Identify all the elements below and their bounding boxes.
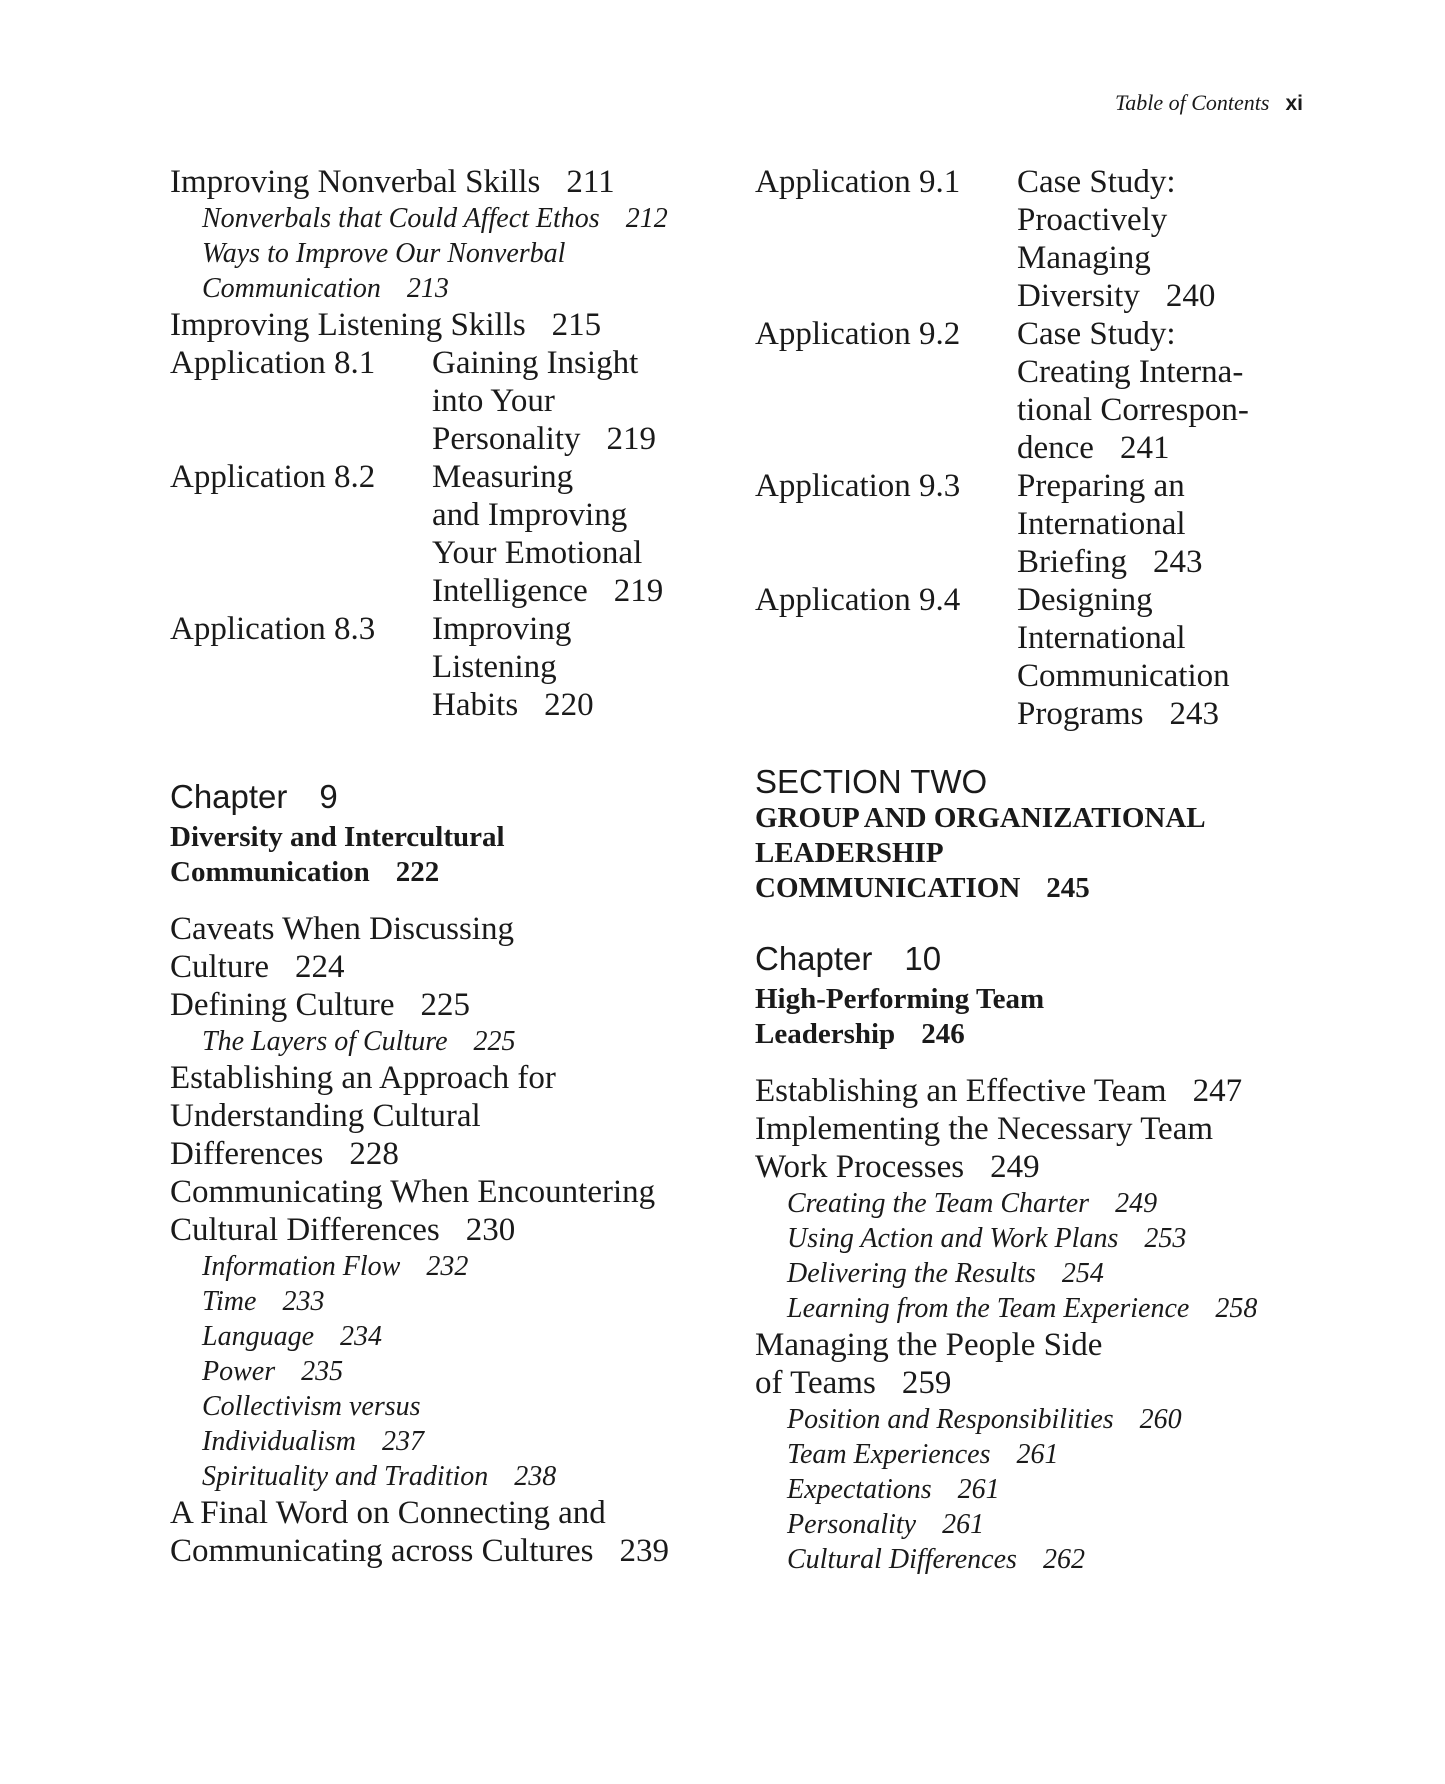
entry-text: Case Study: (1017, 316, 1176, 352)
page-ref: 243 (1169, 696, 1219, 732)
toc-subentry (755, 1472, 1325, 1507)
page-ref: 225 (473, 1026, 516, 1057)
section-two-heading (755, 763, 1325, 906)
left-column (170, 163, 730, 1570)
toc-subentry (755, 1402, 1325, 1437)
entry-text: Cultural Differences (787, 1544, 1017, 1575)
page-ref: 254 (1061, 1258, 1104, 1289)
toc-entry (170, 1059, 730, 1173)
entry-text: Intelligence (432, 573, 588, 609)
page-ref: 228 (349, 1136, 399, 1172)
page-ref: 240 (1165, 278, 1216, 314)
entry-text: Learning from the Team Experience (787, 1293, 1190, 1324)
application-title (1017, 467, 1325, 581)
entry-text: Expectations (787, 1474, 932, 1505)
application-label: Application 8.1 (170, 345, 376, 381)
application-title (1017, 315, 1325, 467)
toc-entry (170, 1494, 730, 1570)
application-entry (170, 610, 730, 724)
entry-text: Preparing an (1017, 468, 1185, 504)
application-title (1017, 581, 1325, 733)
entry-text: Work Processes (755, 1149, 965, 1185)
entry-text: Personality (432, 421, 581, 457)
page-ref: 238 (514, 1461, 557, 1492)
application-title (1017, 163, 1325, 315)
toc-subentry (755, 1437, 1325, 1472)
right-column (755, 163, 1325, 1577)
page-ref: 219 (606, 421, 656, 457)
chapter-title-line: Communication (170, 856, 370, 888)
entry-text: Personality (787, 1509, 917, 1540)
entry-text: Ways to Improve Our Nonverbal (202, 238, 566, 269)
page-ref: 215 (551, 307, 602, 343)
page-ref: 232 (426, 1251, 469, 1282)
entry-text: Your Emotional (432, 535, 643, 571)
page-ref: 253 (1144, 1223, 1187, 1254)
toc-entry (755, 1110, 1325, 1186)
page-ref: 262 (1042, 1544, 1085, 1575)
toc-subentry (170, 1354, 730, 1389)
entry-text: Communication (1017, 658, 1230, 694)
chapter-title-line: Leadership (755, 1018, 896, 1050)
entry-text: Culture (170, 949, 269, 985)
page-ref: 261 (942, 1509, 985, 1540)
page-ref: 249 (990, 1149, 1040, 1185)
toc-subentry (170, 1459, 730, 1494)
entry-text: Improving Listening Skills (170, 307, 526, 343)
page-ref: 211 (566, 164, 615, 200)
application-label: Application 9.1 (755, 164, 961, 200)
entry-text: into Your (432, 383, 555, 419)
chapter-number: 9 (319, 778, 338, 815)
chapter-label (170, 778, 730, 816)
entry-text: Establishing an Effective Team (755, 1073, 1167, 1109)
page-ref: 219 (613, 573, 664, 609)
page-ref: 237 (382, 1426, 424, 1457)
toc-subentry (170, 1389, 730, 1459)
chapter-title-line: Diversity and Intercultural (170, 821, 505, 853)
entry-text: Caveats When Discussing (170, 911, 515, 947)
entry-text: Designing (1017, 582, 1153, 618)
entry-text: Communicating When Encountering (170, 1174, 656, 1210)
running-header-title: Table of Contents (1115, 90, 1270, 115)
chapter-title (755, 982, 1325, 1052)
application-entry (755, 467, 1325, 581)
toc-subentry (170, 236, 730, 306)
entry-text: Communicating across Cultures (170, 1533, 594, 1569)
page-ref: 246 (921, 1018, 965, 1050)
toc-subentry (755, 1291, 1325, 1326)
entry-text: Spirituality and Tradition (202, 1461, 489, 1492)
entry-text: Differences (170, 1136, 324, 1172)
entry-text: Information Flow (202, 1251, 401, 1282)
toc-subentry (755, 1256, 1325, 1291)
toc-entry (170, 910, 730, 986)
page-ref: 261 (1016, 1439, 1059, 1470)
page-ref: 230 (465, 1212, 516, 1248)
entry-text: and Improving (432, 497, 628, 533)
entry-text: Communication (202, 273, 381, 304)
page-ref: 247 (1192, 1073, 1243, 1109)
application-label: Application 9.3 (755, 468, 961, 504)
left-entries-bottom (170, 910, 730, 1570)
page-ref: 234 (340, 1321, 382, 1352)
section-title (755, 801, 1325, 906)
entry-text: Collectivism versus (202, 1391, 421, 1422)
chapter-title-line: High-Performing Team (755, 983, 1045, 1015)
entry-text: The Layers of Culture (202, 1026, 448, 1057)
page-ref: 233 (282, 1286, 325, 1317)
entry-text: Briefing (1017, 544, 1127, 580)
page-ref: 220 (544, 687, 594, 723)
page-ref: 259 (901, 1365, 952, 1401)
entry-text: tional Correspon- (1017, 392, 1249, 428)
entry-text: Using Action and Work Plans (787, 1223, 1119, 1254)
entry-text: Creating the Team Charter (787, 1188, 1090, 1219)
entry-text: Creating Interna- (1017, 354, 1244, 390)
entry-text: Time (202, 1286, 257, 1317)
entry-text: Nonverbals that Could Affect Ethos (202, 203, 600, 234)
toc-subentry (170, 1319, 730, 1354)
entry-text: Position and Responsibilities (787, 1404, 1114, 1435)
toc-entry (170, 163, 730, 201)
right-entries (755, 1072, 1325, 1577)
toc-entry (170, 306, 730, 344)
entry-text: Listening (432, 649, 557, 685)
chapter-word: Chapter (170, 778, 288, 815)
entry-text: of Teams (755, 1365, 876, 1401)
page-ref: 212 (625, 203, 668, 234)
entry-text: Delivering the Results (787, 1258, 1036, 1289)
toc-subentry (755, 1542, 1325, 1577)
entry-text: Diversity (1017, 278, 1140, 314)
left-applications (170, 344, 730, 724)
entry-text: Implementing the Necessary Team (755, 1111, 1214, 1147)
application-label: Application 9.4 (755, 582, 961, 618)
toc-subentry (755, 1221, 1325, 1256)
page-ref: 245 (1046, 872, 1090, 904)
application-label: Application 9.2 (755, 316, 961, 352)
chapter-10-heading (755, 940, 1325, 1052)
entry-text: Measuring (432, 459, 574, 495)
toc-subentry (170, 1249, 730, 1284)
entry-text: Establishing an Approach for (170, 1060, 556, 1096)
chapter-9-heading (170, 778, 730, 890)
page-ref: 224 (294, 949, 345, 985)
page-ref: 235 (301, 1356, 344, 1387)
page-ref: 213 (406, 273, 449, 304)
page-ref: 241 (1119, 430, 1170, 466)
page-ref: 260 (1139, 1404, 1182, 1435)
entry-text: dence (1017, 430, 1094, 466)
toc-entry (755, 1072, 1325, 1110)
toc-subentry (170, 201, 730, 236)
application-title (432, 344, 730, 458)
entry-text: Case Study: (1017, 164, 1176, 200)
entry-text: Language (202, 1321, 314, 1352)
section-title-line: GROUP AND ORGANIZATIONAL (755, 802, 1206, 834)
toc-entry (170, 1173, 730, 1249)
application-label: Application 8.3 (170, 611, 376, 647)
entry-text: Power (202, 1356, 276, 1387)
entry-text: International (1017, 620, 1186, 656)
toc-subentry (170, 1284, 730, 1319)
entry-text: Proactively (1017, 202, 1168, 238)
entry-text: Managing (1017, 240, 1151, 276)
page-ref: 239 (619, 1533, 669, 1569)
entry-text: A Final Word on Connecting and (170, 1495, 606, 1531)
application-label: Application 8.2 (170, 459, 376, 495)
chapter-label (755, 940, 1325, 978)
entry-text: Programs (1017, 696, 1144, 732)
application-entry (755, 581, 1325, 733)
section-title-line: COMMUNICATION (755, 872, 1021, 904)
chapter-number: 10 (904, 940, 942, 977)
entry-text: Improving Nonverbal Skills (170, 164, 541, 200)
application-title (432, 458, 730, 610)
section-label: SECTION TWO (755, 763, 988, 800)
entry-text: Understanding Cultural (170, 1098, 481, 1134)
page-ref: 225 (420, 987, 471, 1023)
running-header (1115, 90, 1303, 116)
entry-text: Defining Culture (170, 987, 395, 1023)
right-applications (755, 163, 1325, 733)
entry-text: Managing the People Side (755, 1327, 1103, 1363)
application-entry (755, 315, 1325, 467)
entry-text: Cultural Differences (170, 1212, 440, 1248)
page-number: xi (1285, 92, 1303, 115)
entry-text: Habits (432, 687, 519, 723)
page-ref: 222 (395, 856, 440, 888)
section-title-line: LEADERSHIP (755, 837, 944, 869)
page-ref: 249 (1115, 1188, 1158, 1219)
toc-subentry (170, 1024, 730, 1059)
application-title (432, 610, 730, 724)
entry-text: Gaining Insight (432, 345, 639, 381)
toc-entry (170, 986, 730, 1024)
entry-text: Individualism (202, 1426, 356, 1457)
toc-entry (755, 1326, 1325, 1402)
page-ref: 258 (1215, 1293, 1258, 1324)
chapter-title (170, 820, 730, 890)
left-entries-top (170, 163, 730, 344)
entry-text: Improving (432, 611, 572, 647)
application-entry (170, 344, 730, 458)
toc-subentry (755, 1186, 1325, 1221)
page-ref: 261 (957, 1474, 1000, 1505)
entry-text: Team Experiences (787, 1439, 991, 1470)
chapter-word: Chapter (755, 940, 873, 977)
application-entry (755, 163, 1325, 315)
entry-text: International (1017, 506, 1186, 542)
application-entry (170, 458, 730, 610)
page-ref: 243 (1152, 544, 1203, 580)
toc-subentry (755, 1507, 1325, 1542)
